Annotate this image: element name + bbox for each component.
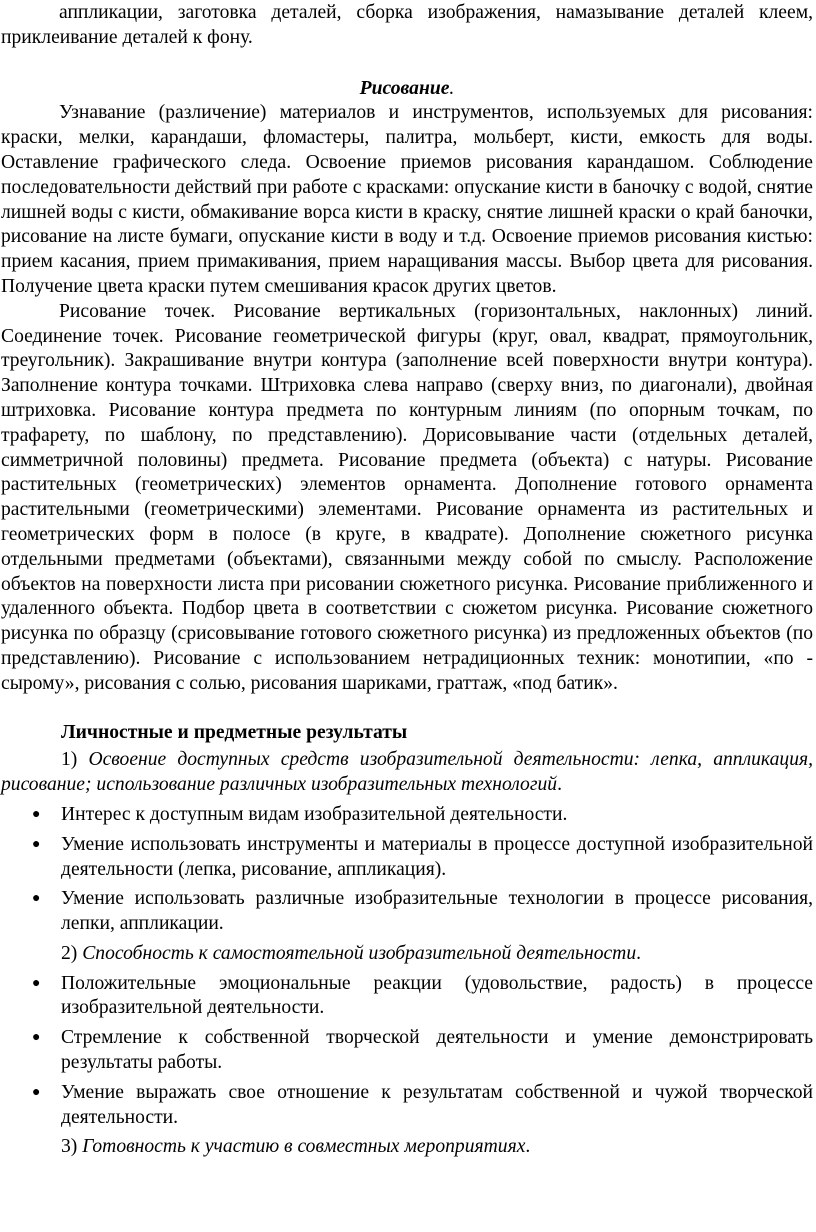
goal-2-bullets [1,972,813,1131]
list-item [1,1081,813,1131]
list-item-text: Положительные эмоциональные реакции (удовольствие, радость) в процессе изобразительной деятельности. [61,972,813,1019]
drawing-paragraph-1: Узнавание (различение) материалов и инструментов, используемых для рисования: краски, мелки, карандаши, фломастеры, палитра, мольберт, кисти, емкость для воды. Оставление графического следа. Освоение приемов рисования карандашом. Соблюдение последовательности действий при работе с красками: опускание кисти в баночку с водой, снятие лишней воды с кисти, обмакивание ворса кисти в краску, снятие лишней краски о край баночки, рисование на листе бумаги, опускание кисти в воду и т.д. Освоение приемов рисования кистью: прием касания, прием примакивания, прием наращивания массы. Выбор цвета для рисования. Получение цвета краски путем смешивания красок других цветов. [1,102,813,297]
list-item-text: Умение использовать различные изобразительные технологии в процессе рисования, лепки, аппликации. [61,888,813,935]
goal-1-number: 1) [61,749,78,771]
results-heading: Личностные и предметные результаты [61,721,408,743]
bullet-icon: ● [32,891,41,907]
list-item-text: Интерес к доступным видам изобразительной деятельности. [61,803,568,825]
list-item [1,833,813,883]
goal-2-number: 2) [61,942,78,964]
goal-3-number: 3) [61,1136,78,1158]
goal-2-text: Способность к самостоятельной изобразительной деятельности [82,942,637,964]
list-item-text: Умение выражать свое отношение к результатам собственной и чужой творческой деятельности. [61,1081,813,1128]
goal-1-suffix: . [557,774,563,796]
top-paragraph: аппликации, заготовка деталей, сборка изображения, намазывание деталей клеем, приклеивание деталей к фону. [1,2,813,48]
goal-1-bullets [1,803,813,937]
goal-1-line [1,748,813,798]
drawing-paragraph-2: Рисование точек. Рисование вертикальных (горизонтальных, наклонных) линий. Соединение точек. Рисование геометрической фигуры (круг, овал, квадрат, прямоугольник, треугольник). Закрашивание внутри контура (заполнение всей поверхности внутри контура). Заполнение контура точками. Штриховка слева направо (сверху вниз, по диагонали), двойная штриховка. Рисование контура предмета по контурным линиям (по опорным точкам, по трафарету, по шаблону, по представлению). Дорисовывание части (отдельных деталей, симметричной половины) предмета. Рисование предмета (объекта) с натуры. Рисование растительных (геометрических) элементов орнамента. Дополнение готового орнамента растительными (геометрическими) элементами. Рисование орнамента из растительных и геометрических форм в полосе (в круге, в квадрате). Дополнение сюжетного рисунка отдельными предметами (объектами), связанными между собой по смыслу. Расположение объектов на поверхности листа при рисовании сюжетного рисунка. Рисование приближенного и удаленного объекта. Подбор цвета в соответствии с сюжетом рисунка. Рисование сюжетного рисунка по образцу (срисовывание готового сюжетного рисунка) из предложенных объектов (по представлению). Рисование с использованием нетрадиционных техник: монотипии, «по - сырому», рисования с солью, рисования шариками, граттаж, «под батик». [1,300,813,694]
drawing-heading [1,77,813,102]
bullet-icon: ● [32,836,41,852]
goal-2-line [1,942,813,967]
goal-2-suffix: . [636,942,642,964]
goal-3-suffix: . [525,1136,531,1158]
bullet-icon: ● [32,1030,41,1046]
drawing-heading-suffix: . [449,77,455,99]
drawing-heading-text: Рисование [359,77,450,99]
list-item [1,887,813,937]
list-item [1,972,813,1022]
bullet-icon: ● [32,1084,41,1100]
goal-3-text: Готовность к участию в совместных мероприятиях [82,1136,526,1158]
bullet-icon: ● [32,975,41,991]
list-item [1,1026,813,1076]
goal-1-text: Освоение доступных средств изобразительной деятельности: лепка, аппликация, рисование; использование различных изобразительных технологий [1,749,813,796]
list-item-text: Стремление к собственной творческой деятельности и умение демонстрировать результаты работы. [61,1027,813,1074]
list-item [1,803,813,828]
goal-3-line [1,1135,813,1160]
bullet-icon: ● [32,806,41,822]
list-item-text: Умение использовать инструменты и материалы в процессе доступной изобразительной деятельности (лепка, рисование, аппликация). [61,833,813,880]
